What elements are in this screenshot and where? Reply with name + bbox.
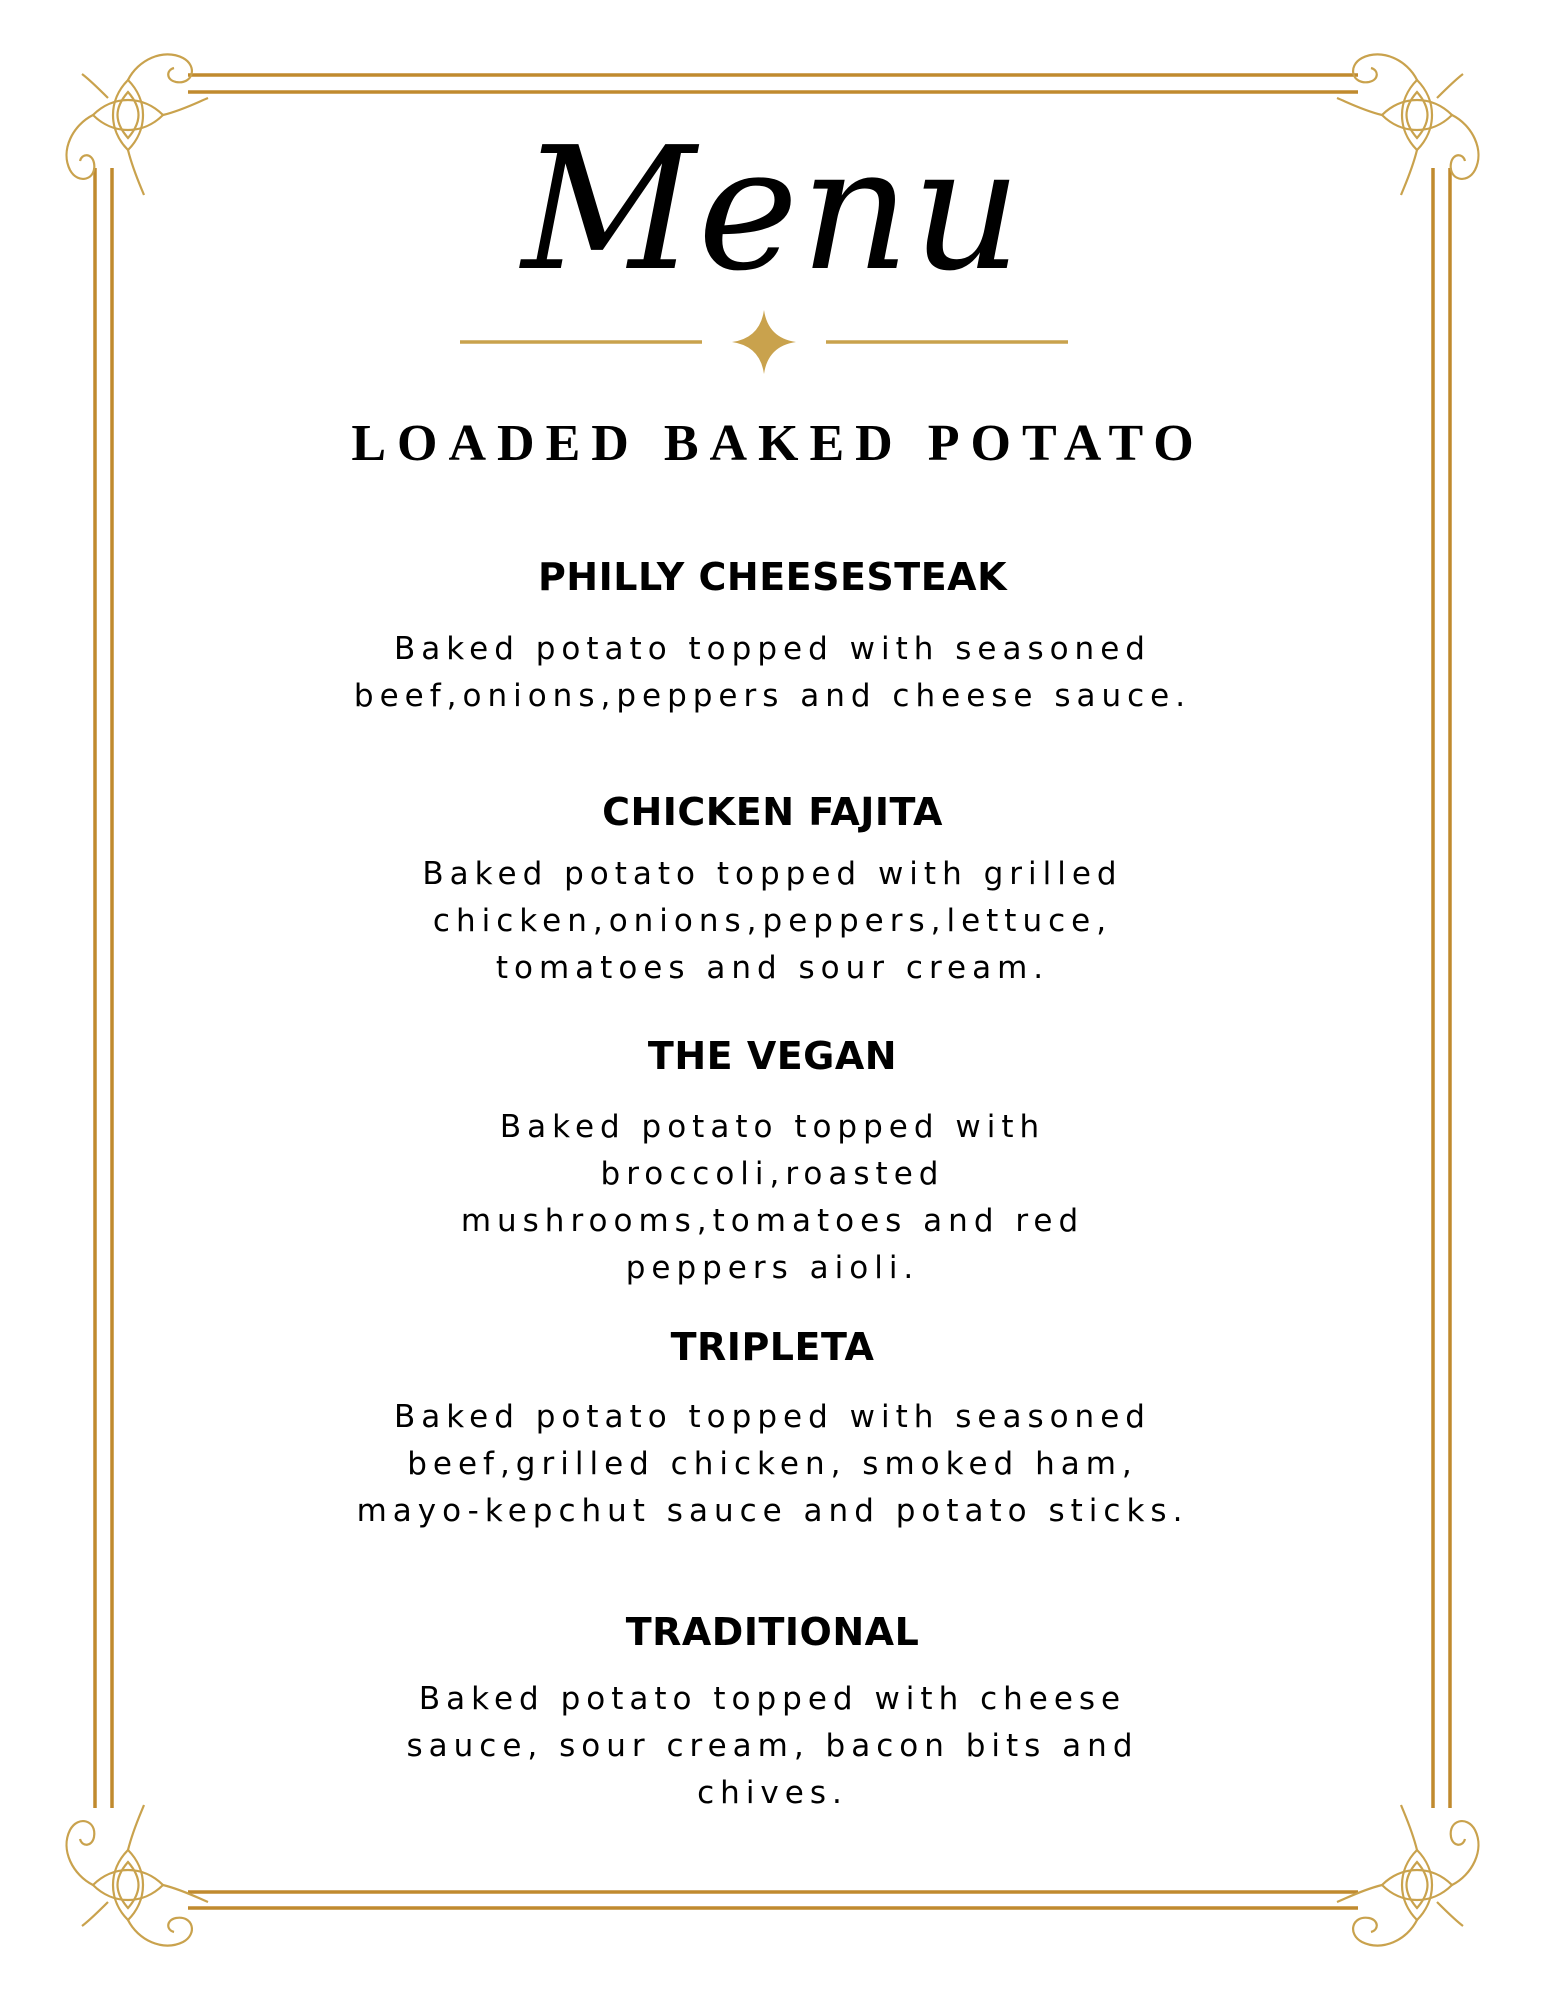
item-name-tripleta: TRIPLETA — [670, 1325, 875, 1369]
corner-ornament-bottom-left — [67, 1805, 208, 1946]
item-description-philly-cheesesteak: Baked potato topped with seasoned beef,onions,peppers and cheese sauce. — [353, 631, 1192, 714]
item-description-chicken-fajita: Baked potato topped with grilled chicken,onions,peppers,lettuce, tomatoes and sour cream. — [422, 856, 1123, 986]
item-description-traditional: Baked potato topped with cheese sauce, sour cream, bacon bits and chives. — [406, 1681, 1139, 1811]
corner-ornament-bottom-right — [1337, 1805, 1478, 1946]
item-description-the-vegan: Baked potato topped with broccoli,roasted mushrooms,tomatoes and red peppers aioli. — [460, 1109, 1085, 1286]
menu-title: Menu — [521, 111, 1024, 309]
menu-subtitle: LOADED BAKED POTATO — [351, 415, 1205, 472]
title-divider — [460, 310, 1068, 374]
item-name-chicken-fajita: CHICKEN FAJITA — [602, 790, 943, 834]
star-icon — [732, 310, 796, 374]
item-description-tripleta: Baked potato topped with seasoned beef,grilled chicken, smoked ham, mayo-kepchut sauce and potato sticks. — [356, 1399, 1189, 1529]
item-name-philly-cheesesteak: PHILLY CHEESESTEAK — [537, 555, 1008, 599]
item-name-traditional: TRADITIONAL — [625, 1610, 920, 1654]
item-name-the-vegan: THE VEGAN — [647, 1034, 898, 1078]
